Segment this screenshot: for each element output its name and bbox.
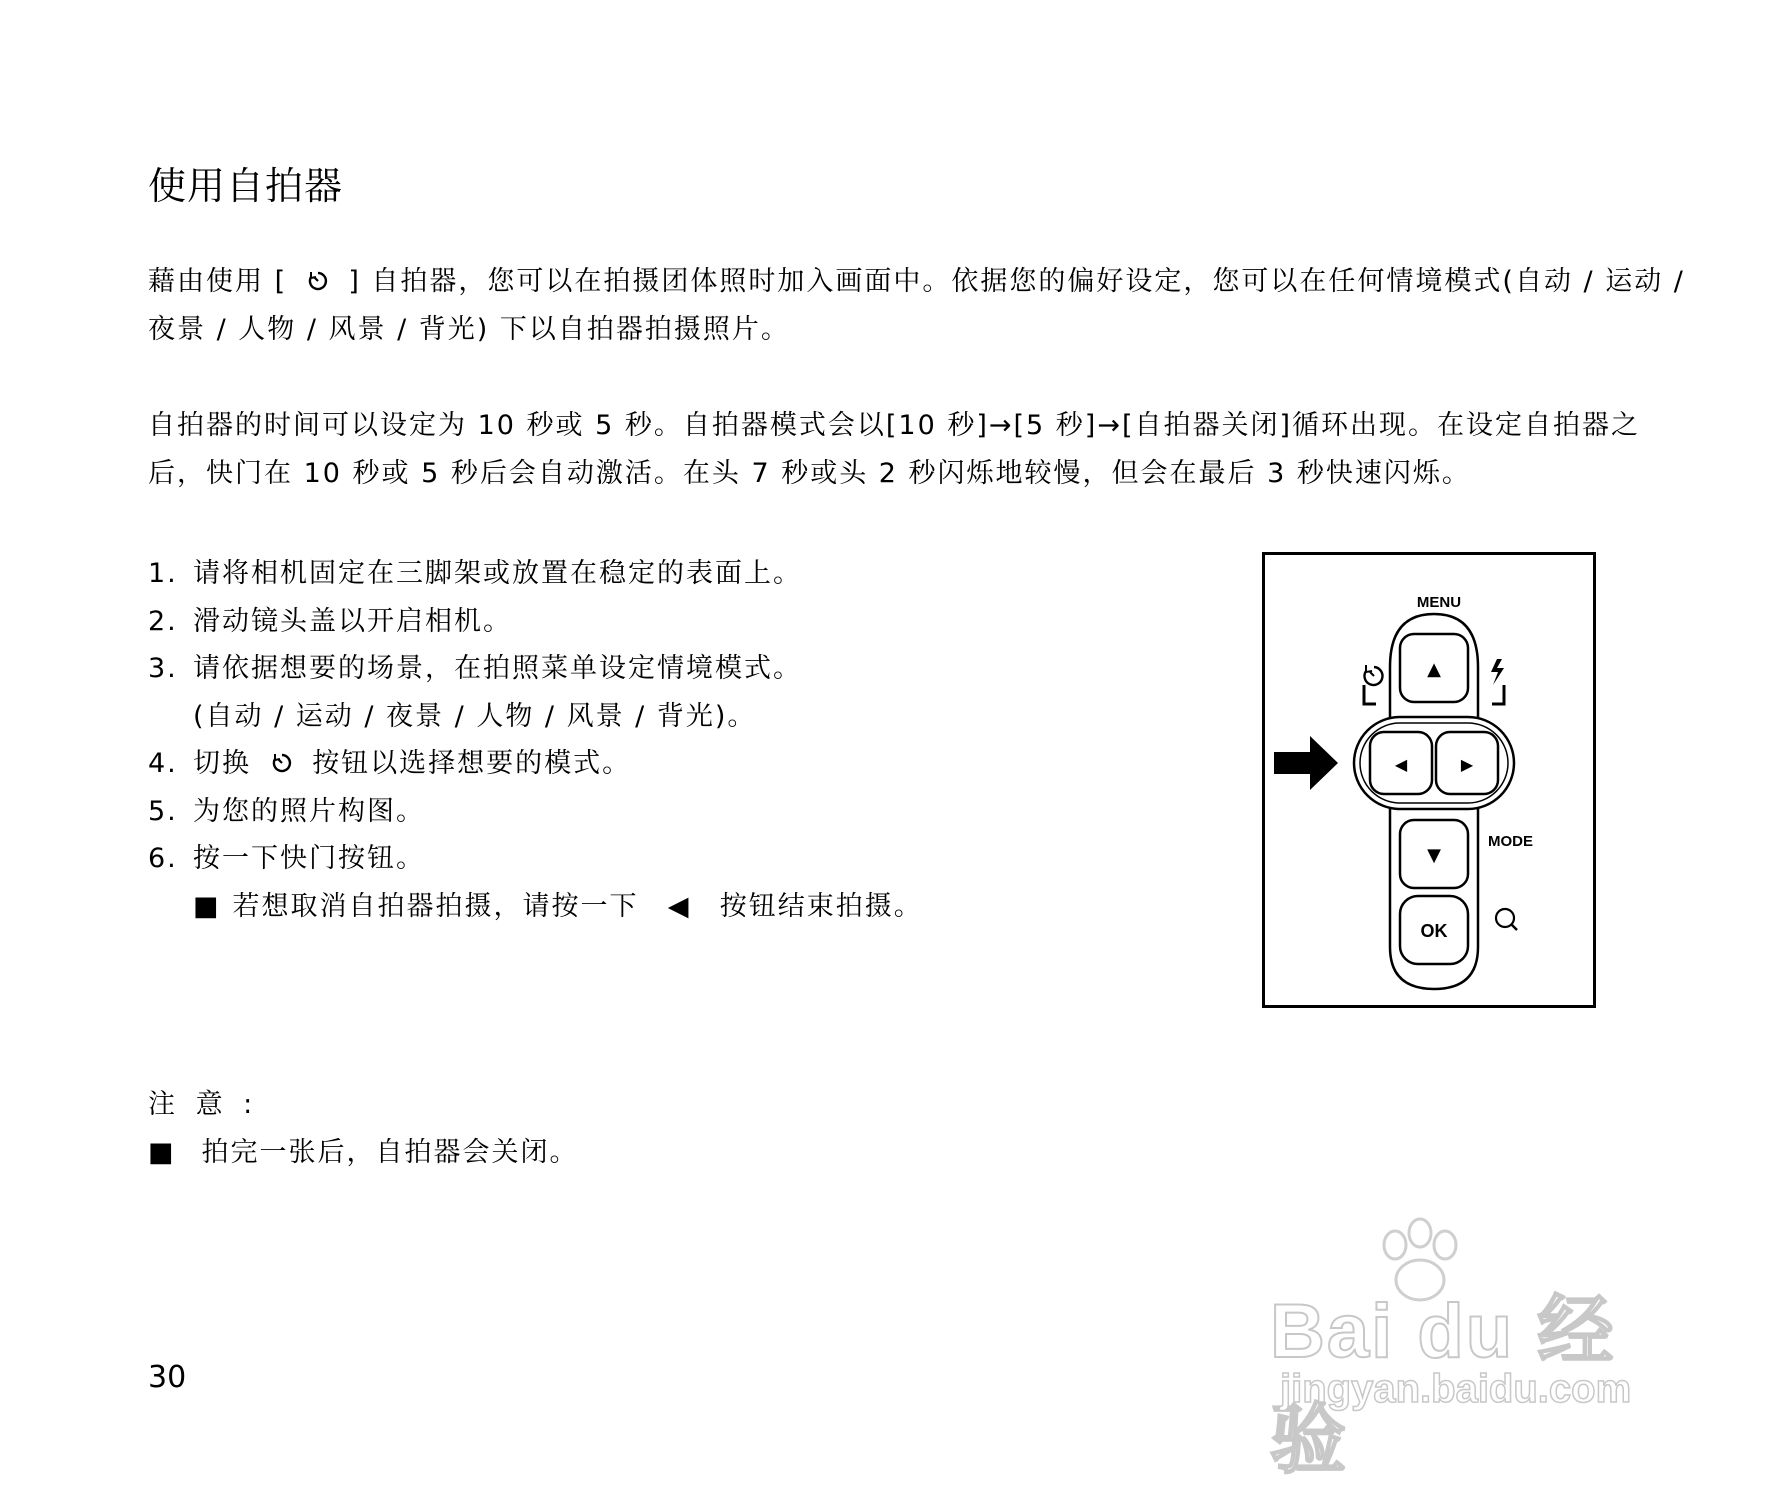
sub-bullet-item: ■ 若想取消自拍器拍摄，请按一下 ◀ 按钮结束拍摄。	[148, 883, 923, 931]
mode-label: MODE	[1488, 833, 1533, 850]
down-arrow-icon: ▼	[1427, 845, 1441, 866]
step-item: 4. 切换 按钮以选择想要的模式。	[148, 740, 923, 788]
watermark-url: jingyan.baidu.com	[1280, 1367, 1632, 1411]
square-bullet-icon: ■	[148, 1137, 176, 1168]
note-item: ■ 拍完一张后，自拍器会关闭。	[148, 1137, 579, 1168]
menu-label: MENU	[1416, 594, 1462, 611]
page-title: 使用自拍器	[148, 164, 344, 208]
left-arrow-icon: ◀	[1394, 755, 1408, 774]
step-item: 6. 按一下快门按钮。	[148, 843, 425, 874]
camera-button-diagram	[1262, 552, 1596, 1008]
watermark	[1270, 1215, 1690, 1483]
step-item-continuation: (自动 / 运动 / 夜景 / 人物 / 风景 / 背光)。	[193, 700, 757, 732]
intro-text-before: 藉由使用 [	[148, 266, 288, 297]
right-arrow-icon: ▶	[1460, 755, 1474, 774]
up-arrow-icon: ▲	[1427, 659, 1441, 680]
step-item: 3. 请依据想要的场景，在拍照菜单设定情境模式。	[148, 653, 802, 684]
step-item: 1. 请将相机固定在三脚架或放置在稳定的表面上。	[148, 558, 802, 589]
step-item: 5. 为您的照片构图。	[148, 795, 425, 827]
intro-paragraph	[148, 258, 1688, 354]
note-title: 注 意 :	[148, 1089, 259, 1120]
self-timer-icon	[298, 258, 338, 306]
intro-text-after: ] 自拍器，您可以在拍摄团体照时加入画面中。依据您的偏好设定，您可以在任何情境模式(自动 / 运动 / 夜景 / 人物 / 风景 / 背光) 下以自拍器拍摄照片。	[148, 266, 1685, 345]
timing-paragraph: 自拍器的时间可以设定为 10 秒或 5 秒。自拍器模式会以[10 秒]→[5 秒]→[自拍器关闭]循环出现。在设定自拍器之后，快门在 10 秒或 5 秒后会自动激活。在头 7 秒或头 2 秒闪烁地较慢，但会在最后 3 秒快速闪烁。	[148, 410, 1641, 489]
watermark-brand: Bai du 经验	[1270, 1289, 1616, 1483]
square-bullet-icon: ■	[193, 890, 221, 922]
self-timer-icon	[262, 740, 302, 788]
steps-list	[148, 550, 923, 930]
ok-label: OK	[1420, 921, 1448, 941]
step-item: 2. 滑动镜头盖以开启相机。	[148, 605, 512, 637]
left-triangle-icon: ◀	[667, 890, 691, 922]
page-number: 30	[148, 1360, 187, 1395]
